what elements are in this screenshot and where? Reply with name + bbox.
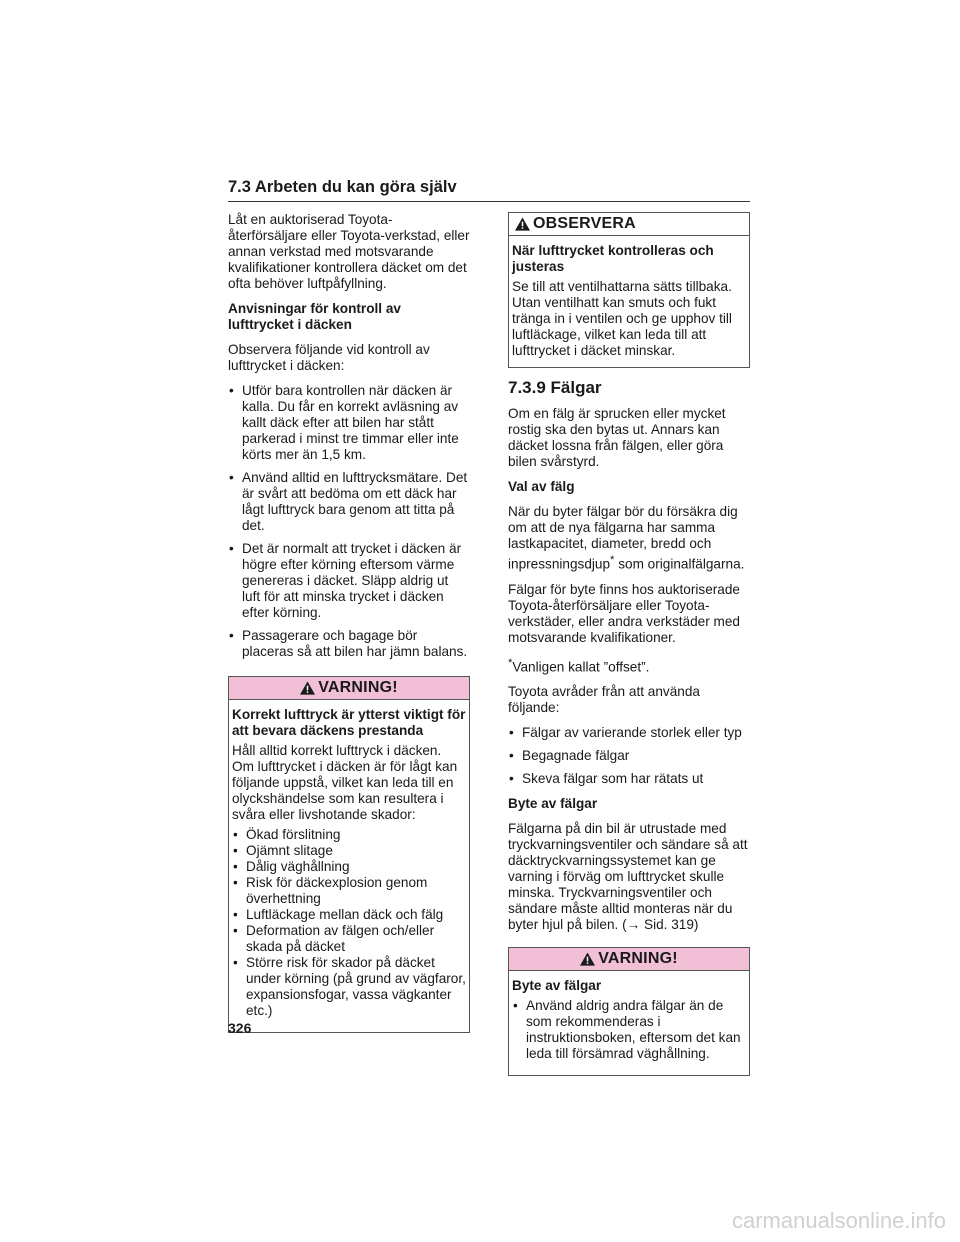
- warning-label: VARNING!: [598, 950, 678, 968]
- list-item: • Skeva fälgar som har rätats ut: [508, 771, 750, 787]
- list-item: • Passagerare och bagage bör placeras så att bilen har jämn balans.: [228, 628, 470, 660]
- intro-paragraph: Låt en auktoriserad Toyota-återförsäljare eller Toyota-verkstad, eller annan verkstad med motsvarande kvalifikationer kontrollera däcket om det ofta behöver luftpåfyllning.: [228, 212, 470, 291]
- avoid-list: [508, 725, 750, 787]
- list-item: • Ojämnt slitage: [232, 843, 466, 859]
- warning-subtitle: Korrekt lufttryck är ytterst viktigt för att bevara däckens prestanda: [232, 707, 466, 738]
- warning-header: [229, 677, 469, 700]
- warning-subtitle: Byte av fälgar: [512, 978, 602, 994]
- notice-body: [509, 236, 749, 367]
- list-item: • Risk för däckexplosion genom överhettning: [232, 875, 466, 907]
- notice-label: OBSERVERA: [533, 215, 636, 232]
- left-column: [228, 212, 470, 1045]
- list-item: • Ökad förslitning: [232, 827, 466, 843]
- rims-paragraph: Om en fälg är sprucken eller mycket rostig ska den bytas ut. Annars kan däcket lossna från fälgen, eller göra bilen svårstyrd.: [508, 406, 726, 469]
- warning-triangle-icon: [300, 681, 315, 695]
- warning-box: [228, 676, 470, 1033]
- footnote-marker: *: [610, 554, 615, 566]
- warning-header: [509, 948, 749, 971]
- page-number: 326: [228, 1020, 252, 1036]
- list-item: • Fälgar av varierande storlek eller typ: [508, 725, 750, 741]
- list-item: • Dålig väghållning: [232, 859, 466, 875]
- warning-triangle-icon: [580, 952, 595, 966]
- rim-availability-paragraph: Fälgar för byte finns hos auktoriserade Toyota-återförsäljare eller Toyota-verkstäder, eller andra verkstäder med motsvarande kvalifikationer.: [508, 581, 740, 645]
- list-item: • Deformation av fälgen och/eller skada på däcket: [232, 923, 466, 955]
- rim-change-paragraph: Fälgarna på din bil är utrustade med tryckvarningsventiler och sändare så att däcktryckvarningssystemet kan ge varning i förväg om lufttrycket skulle minska. Tryckvarningsventiler och sändare måste alltid monteras när du byter hjul på bilen. (→ Sid. 319): [508, 821, 748, 933]
- tire-pressure-list: [228, 383, 470, 660]
- list-item: • Använd aldrig andra fälgar än de som rekommenderas i instruktionsboken, eftersom det kan leda till försämrad väghållning.: [512, 998, 746, 1062]
- rim-choice-text: När du byter fälgar bör du försäkra dig om att de nya fälgarna har samma lastkapacitet, diameter, bredd och inpressningsdjup: [508, 504, 738, 572]
- notice-header: [509, 213, 749, 236]
- warning-box: [508, 947, 750, 1076]
- warning-text: Håll alltid korrekt lufttryck i däcken. Om lufttrycket i däcken är för lågt kan följande uppstå, vilket kan leda till en olyckshändelse som kan resultera i svåra eller livshotande skador:: [232, 743, 458, 822]
- page-header: 7.3 Arbeten du kan göra själv: [228, 178, 750, 202]
- list-item: • Använd alltid en lufttrycksmätare. Det är svårt att bedöma om ett däck har lågt lufttryck bara genom att titta på det.: [228, 470, 470, 534]
- rim-choice-text-end: som originalfälgarna.: [614, 556, 745, 572]
- footnote-marker: *: [508, 656, 513, 669]
- footnote-text: Vanligen kallat ”offset”.: [512, 659, 650, 675]
- footnote: [508, 655, 750, 676]
- section-title: 7.3.9 Fälgar: [508, 378, 602, 397]
- notice-box: [508, 212, 750, 368]
- list-item: • Större risk för skador på däcket under körning (på grund av vägfaror, expansionsfogar, vassa vägkanter etc.): [232, 955, 466, 1019]
- rim-choice-paragraph: [508, 504, 750, 573]
- warning-triangle-icon: [515, 217, 530, 231]
- tire-pressure-lead: Observera följande vid kontroll av lufttrycket i däcken:: [228, 342, 430, 373]
- notice-text: Se till att ventilhattarna sätts tillbaka. Utan ventilhatt kan smuts och fukt tränga in i ventilen och ge upphov till luftläckage, vilket kan leda till att lufttrycket i däcket minskar.: [512, 279, 732, 358]
- list-item: • Luftläckage mellan däck och fälg: [232, 907, 466, 923]
- rim-change-heading: Byte av fälgar: [508, 796, 598, 812]
- avoid-lead: Toyota avråder från att använda följande:: [508, 684, 700, 716]
- warning-list: [512, 998, 746, 1062]
- list-item: • Utför bara kontrollen när däcken är kalla. Du får en korrekt avläsning av kallt däck efter att bilen har stått parkerad i minst tre timmar eller inte körts mer än 1,5 km.: [228, 383, 470, 463]
- tire-pressure-heading: Anvisningar för kontroll av lufttrycket i däcken: [228, 301, 401, 332]
- warning-list: [232, 827, 466, 1019]
- notice-subtitle: När lufttrycket kontrolleras och justeras: [512, 243, 714, 274]
- list-item: • Det är normalt att trycket i däcken är högre efter körning eftersom värme genereras i däcket. Släpp aldrig ut luft för att minska trycket i däcken efter körning.: [228, 541, 470, 621]
- list-item: • Begagnade fälgar: [508, 748, 750, 764]
- right-column: [508, 212, 750, 1088]
- warning-body: [509, 971, 749, 1075]
- warning-label: VARNING!: [318, 679, 398, 696]
- warning-body: [229, 700, 469, 1032]
- watermark: carmanualsonline.info: [731, 1208, 946, 1233]
- rim-choice-heading: Val av fälg: [508, 479, 575, 494]
